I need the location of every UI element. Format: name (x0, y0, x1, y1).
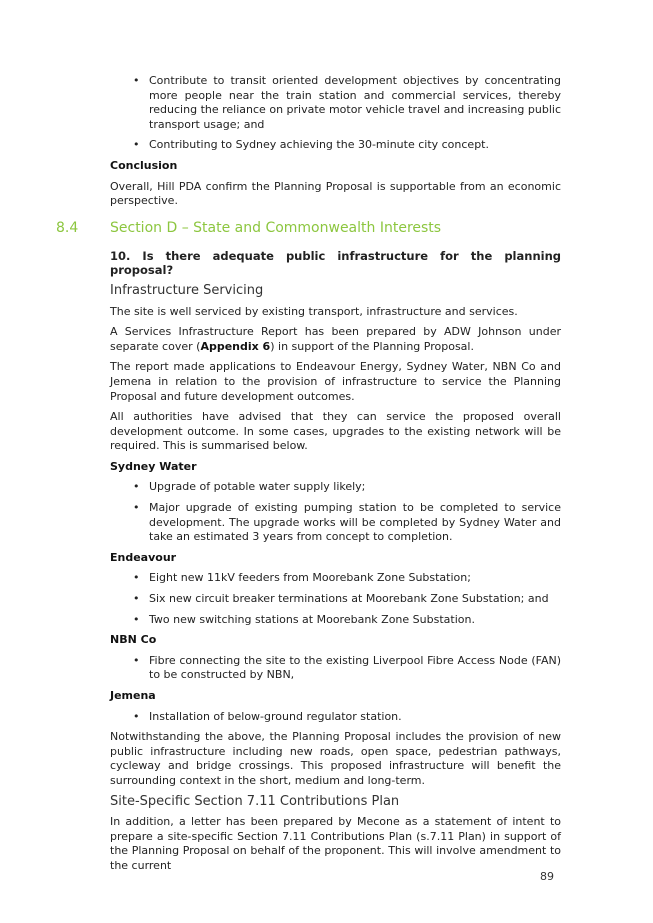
list-item: • Contribute to transit oriented development objectives by concentrating more people near the train station and commercial services, thereby reducing the reliance on private motor vehicle travel and increasing public transport usage; and (133, 74, 561, 131)
list-item: • Two new switching stations at Moorebank Zone Substation. (133, 612, 475, 626)
bullet-marker: • (133, 480, 140, 494)
contributions-heading: Site-Specific Section 7.11 Contributions Plan (110, 793, 400, 809)
sydney-water-list (110, 480, 561, 544)
infra-paragraph-2: A Services Infrastructure Report has been prepared by ADW Johnson under separate cover (Appendix 6) in support of the Planning Proposal. (110, 325, 561, 353)
section-heading (56, 219, 561, 243)
infra-paragraph-3: The report made applications to Endeavour Energy, Sydney Water, NBN Co and Jemena in relation to the provision of infrastructure to service the Planning Proposal and future development outcomes. (110, 360, 561, 403)
bullet-marker: • (133, 709, 140, 723)
bullet-marker: • (133, 501, 140, 515)
bullet-marker: • (133, 74, 140, 87)
bullet-marker: • (133, 138, 140, 152)
bullet-list-transit (110, 74, 561, 153)
infrastructure-heading: Infrastructure Servicing (110, 282, 264, 298)
bullet-marker: • (133, 612, 140, 626)
endeavour-heading: Endeavour (110, 550, 177, 564)
section-title: Section D – State and Commonwealth Interests (110, 219, 442, 236)
appendix-reference: Appendix 6 (200, 339, 271, 353)
list-item: • Six new circuit breaker terminations at Moorebank Zone Substation; and (133, 592, 549, 606)
conclusion-heading: Conclusion (110, 158, 178, 172)
nbn-heading: NBN Co (110, 633, 157, 647)
section-number: 8.4 (56, 219, 79, 236)
list-item: • Fibre connecting the site to the existing Liverpool Fibre Access Node (FAN) to be constructed by NBN, (133, 653, 561, 682)
list-item: • Contributing to Sydney achieving the 30-minute city concept. (133, 138, 489, 152)
bullet-marker: • (133, 571, 140, 585)
notwithstanding-paragraph: Notwithstanding the above, the Planning Proposal includes the provision of new public infrastructure including new roads, open space, pedestrian pathways, cycleway and bridge crossings. This proposed infrastructure will benefit the surrounding context in the short, medium and long-term. (110, 730, 561, 787)
list-item: • Eight new 11kV feeders from Moorebank Zone Substation; (133, 571, 471, 585)
infra-paragraph-4: All authorities have advised that they can service the proposed overall development outcome. In some cases, upgrades to the existing network will be required. This is summarised below. (110, 410, 561, 453)
endeavour-list (110, 571, 561, 627)
question-heading: 10. Is there adequate public infrastructure for the planning proposal? (110, 248, 561, 278)
contributions-paragraph: In addition, a letter has been prepared by Mecone as a statement of intent to prepare a site-specific Section 7.11 Contributions Plan (s.7.11 Plan) in support of the Planning Proposal on behalf of the proponent. This will involve amendment to the current (110, 815, 561, 872)
nbn-list (110, 654, 561, 683)
conclusion-text: Overall, Hill PDA confirm the Planning Proposal is supportable from an economic perspective. (110, 179, 561, 208)
infra-paragraph-1: The site is well serviced by existing transport, infrastructure and services. (110, 304, 518, 318)
sydney-water-heading: Sydney Water (110, 459, 197, 473)
page-number: 89 (540, 870, 554, 883)
page-content (56, 74, 561, 880)
list-item: • Upgrade of potable water supply likely; (133, 480, 366, 494)
list-item: • Major upgrade of existing pumping station to be completed to service development. The upgrade works will be completed by Sydney Water and take an estimated 3 years from concept to completion. (133, 501, 561, 544)
bullet-marker: • (133, 653, 140, 667)
jemena-list (110, 710, 561, 725)
bullet-marker: • (133, 592, 140, 606)
jemena-heading: Jemena (110, 689, 156, 702)
list-item: • Installation of below-ground regulator station. (133, 709, 402, 723)
